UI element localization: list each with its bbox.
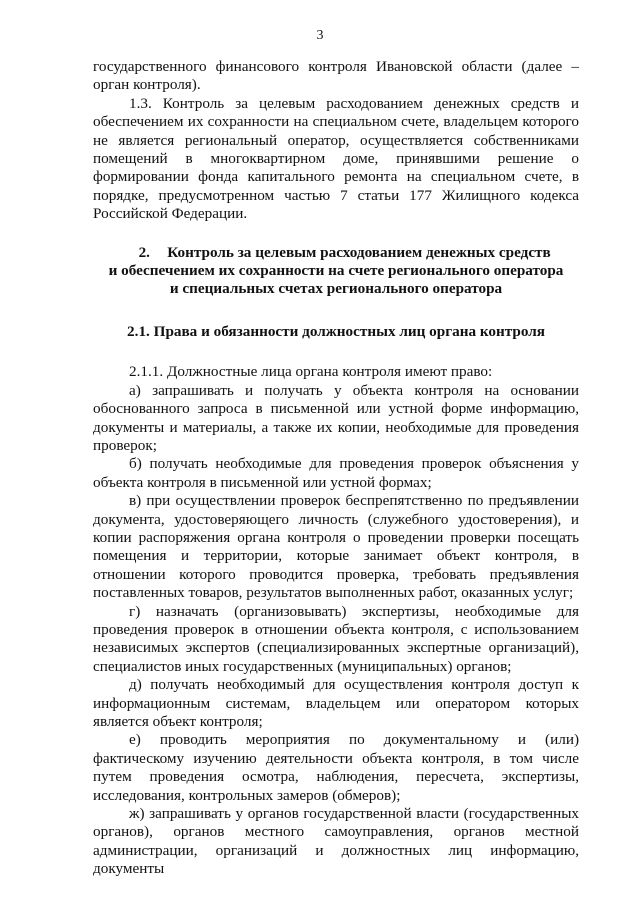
page-number: 3 [316,28,324,43]
page-body [93,58,579,879]
section-title-line2: и обеспечением их сохранности на счете регионального оператора [108,262,564,280]
section-number: 2. [138,243,150,261]
list-item-d: д) получать необходимый для осуществления контроля доступ к информационным системам, владельцем или оператором которых является объект контроля; [93,676,579,730]
list-item-b: б) получать необходимые для проведения проверок объяснения у объекта контроля в письменной или устной формах; [93,455,579,491]
paragraph-2-1-1: 2.1.1. Должностные лица органа контроля имеют право: [129,363,493,381]
paragraph-continuation: государственного финансового контроля Ивановской области (далее – орган контроля). [93,58,579,94]
section-title-line3: и специальных счетах регионального оператора [169,280,503,298]
subsection-heading: 2.1. Права и обязанности должностных лиц органа контроля [127,322,545,340]
list-item-v: в) при осуществлении проверок беспрепятственно по предъявлении документа, удостоверяющего личность (служебного удостоверения), и копии распоряжения органа контроля о проведении проверки посещать помещения и территории, которые занимает объект контроля, в отношении которого проводится проверка, требовать предъявления поставленных товаров, результатов выполненных работ, оказанных услуг; [93,492,579,602]
list-item-g: г) назначать (организовывать) экспертизы, необходимые для проведения проверок в отношении объекта контроля, с использованием независимых экспертов (специализированных экспертные организаций), специалистов иных государственных (муниципальных) органов; [93,602,579,675]
list-item-a: а) запрашивать и получать у объекта контроля на основании обоснованного запроса в письменной или устной форме информацию, документы и материалы, а также их копии, необходимые для проведения проверок; [93,381,579,454]
section-title-line1: Контроль за целевым расходованием денежных средств [167,243,551,261]
paragraph-1-3: 1.3. Контроль за целевым расходованием денежных средств и обеспечением их сохранности на специальном счете, владельцем которого не является региональный оператор, осуществляется собственниками помещений в многоквартирном доме, принявшими решение о формировании фонда капитального ремонта на специальном счете, в порядке, предусмотренном частью 7 статьи 177 Жилищного кодекса Российской Федерации. [93,94,579,223]
section-heading [93,244,579,299]
list-item-e: е) проводить мероприятия по документальному и (или) фактическому изучению деятельности объекта контроля, в том числе путем проведения осмотра, наблюдения, пересчета, экспертизы, исследования, контрольных замеров (обмеров); [93,731,579,804]
list-item-zh: ж) запрашивать у органов государственной власти (государственных органов), органов местного самоуправления, органов местной администрации, организаций и должностных лиц информацию, документы [93,805,579,878]
